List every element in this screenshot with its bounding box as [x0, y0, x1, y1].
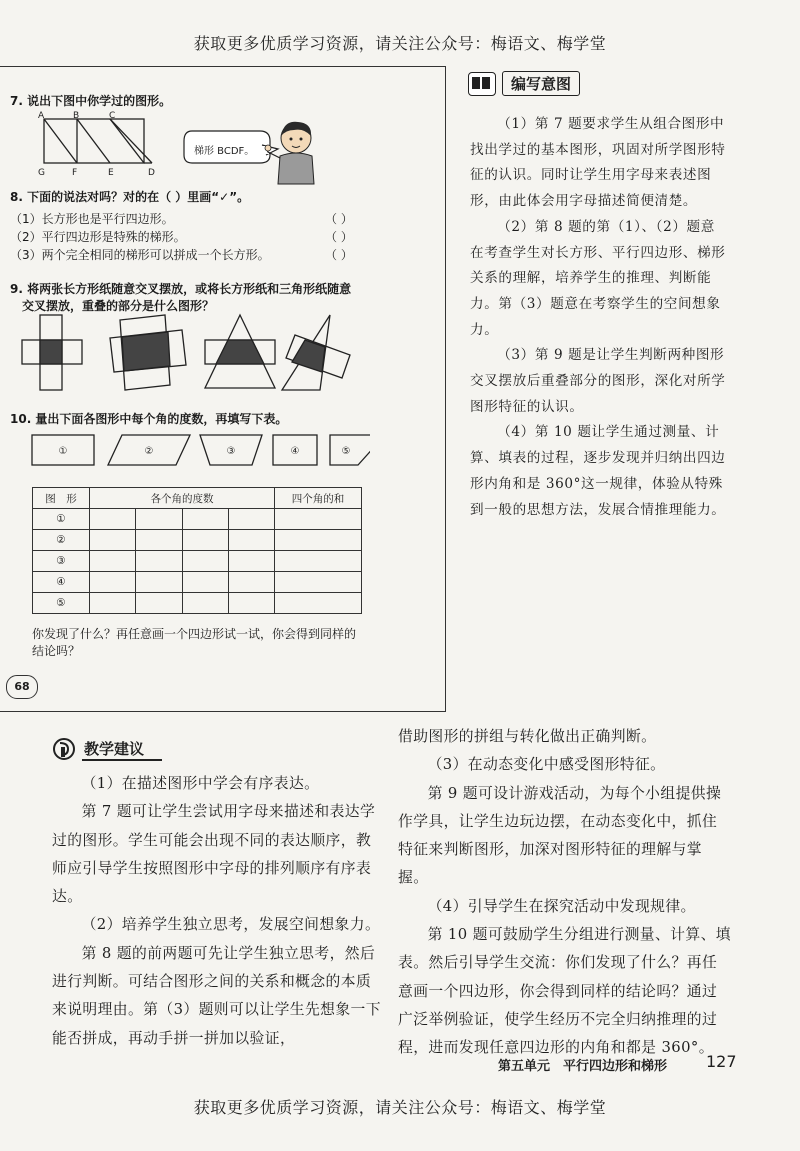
shape-label-3: ③ [226, 446, 236, 457]
q10-footer-line1: 你发现了什么？再任意画一个四边形试一试，你会得到同样的 [32, 627, 357, 641]
bottom-left-p4: 第 8 题的前两题可先让学生独立思考，然后进行判断。可结合图形之间的关系和概念的本质来说明理由。第（3）题则可以让学生先想象一下能否拼成，再动手拼一拼加以验证， [52, 944, 381, 1047]
q8-answer-2[interactable]: （ ） [325, 230, 353, 244]
boy-illustration [264, 118, 324, 188]
label-g: G [38, 168, 45, 178]
q7-figure [30, 110, 170, 178]
table-header-row [33, 488, 362, 509]
right-panel-text [470, 112, 728, 523]
bottom-left-p3: （2）培养学生独立思考，发展空间想象力。 [81, 916, 381, 934]
q8-answer-1[interactable]: （ ） [325, 212, 353, 226]
q8-title: 8. 下面的说法对吗？对的在（ ）里画“✓”。 [10, 190, 250, 204]
page-number-left: 68 [6, 675, 38, 699]
shape-label-4: ④ [290, 446, 300, 457]
q9-title-line1: 9. 将两张长方形纸随意交叉摆放，或将长方形纸和三角形纸随意 [10, 282, 352, 296]
bottom-right-p3: 第 9 题可设计游戏活动，为每个小组提供操作学具，让学生边玩边摆，在动态变化中，抓住特征来判断图形，加深对图形特征的理解与掌握。 [398, 784, 722, 887]
shape-label-2: ② [144, 446, 154, 457]
shape-label-1: ① [58, 446, 68, 457]
table-row: ③ [33, 551, 362, 572]
right-para-2: （2）第 8 题的第（1）、（2）题意在考查学生对长方形、平行四边形、梯形关系的理解，培养学生的推理、判断能力。第（3）题意在考察学生的空间想象力。 [470, 218, 726, 338]
bottom-right-p2: （3）在动态变化中感受图形特征。 [427, 756, 666, 774]
q9-figures [20, 310, 370, 400]
bottom-heading [52, 737, 162, 761]
watermark-top: 获取更多优质学习资源，请关注公众号：梅语文、梅学堂 [193, 34, 607, 53]
q9-figure-2 [110, 315, 186, 390]
bottom-right-p5: 第 10 题可鼓励学生分组进行测量、计算、填表。然后引导学生交流：你们发现了什么？再任意画一个四边形，你会得到同样的结论吗？通过广泛举例验证，使学生经历不完全归纳推理的过程，进而发现任意四边形的内角和都是 360°。 [398, 926, 731, 1057]
label-a: A [38, 111, 45, 121]
table-row: ② [33, 530, 362, 551]
header-sum: 四个角的和 [275, 488, 362, 509]
bottom-left-p2: 第 7 题可让学生尝试用字母来描述和表达学过的图形。学生可能会出现不同的表达顺序，教师应引导学生按照图形中字母的排列顺序有序表达。 [52, 803, 376, 906]
book-icon [468, 72, 496, 96]
q9-title-line2: 交叉摆放，重叠的部分是什么图形？ [22, 299, 215, 313]
label-f: F [72, 168, 78, 178]
q8-item-2: （2）平行四边形是特殊的梯形。 [10, 230, 186, 244]
q8-item-3: （3）两个完全相同的梯形可以拼成一个长方形。 [10, 248, 270, 262]
right-heading-title: 编写意图 [502, 71, 580, 96]
label-e: E [108, 168, 114, 178]
q9-figure-4 [282, 315, 350, 390]
bottom-right-text [398, 723, 732, 1063]
q10-shapes [30, 432, 370, 470]
bottom-left-p1: （1）在描述图形中学会有序表达。 [81, 775, 320, 792]
q8-item-1: （1）长方形也是平行四边形。 [10, 212, 174, 226]
label-b: B [73, 111, 80, 121]
gear-icon [52, 737, 76, 761]
bottom-right-p4: （4）引导学生在探究活动中发现规律。 [427, 897, 696, 915]
label-d: D [148, 168, 155, 178]
footer-unit: 第五单元 平行四边形和梯形 [498, 1059, 668, 1074]
q10-footer-line2: 结论吗？ [32, 644, 81, 658]
q9-figure-1 [22, 315, 82, 390]
right-para-3: （3）第 9 题是让学生判断两种图形交叉摆放后重叠部分的图形，深化对所学图形特征的认识。 [470, 347, 726, 415]
bottom-heading-title: 教学建议 [82, 738, 162, 761]
header-shape: 图 形 [33, 488, 90, 509]
label-c: C [109, 111, 116, 121]
footer-page-number: 127 [706, 1052, 737, 1071]
q10-title: 10. 量出下面各图形中每个角的度数，再填写下表。 [10, 412, 288, 426]
right-para-4: （4）第 10 题让学生通过测量、计算、填表的过程，逐步发现并归纳出四边形内角和是 360°这一规律，体验从特殊到一般的思想方法，发展合情推理能力。 [470, 424, 726, 518]
shape-label-5: ⑤ [341, 446, 351, 457]
q7-title: 7. 说出下图中你学过的图形。 [10, 94, 172, 108]
right-para-1: （1）第 7 题要求学生从组合图形中找出学过的基本图形，巩固对所学图形特征的认识。同时让学生用字母来表述图形，由此体会用字母描述简便清楚。 [470, 116, 726, 210]
table-row: ④ [33, 572, 362, 593]
header-angles: 各个角的度数 [90, 488, 275, 509]
q8-answer-3[interactable]: （ ） [325, 248, 353, 262]
speech-text: 梯形 BCDF。 [194, 146, 255, 157]
bottom-left-text [52, 770, 386, 1053]
bottom-right-p1: 借助图形的拼组与转化做出正确判断。 [398, 728, 657, 745]
angle-table [32, 487, 362, 614]
table-row: ① [33, 509, 362, 530]
watermark-bottom: 获取更多优质学习资源，请关注公众号：梅语文、梅学堂 [193, 1098, 607, 1117]
right-heading [468, 71, 580, 96]
q9-figure-3 [205, 315, 275, 388]
table-row: ⑤ [33, 593, 362, 614]
